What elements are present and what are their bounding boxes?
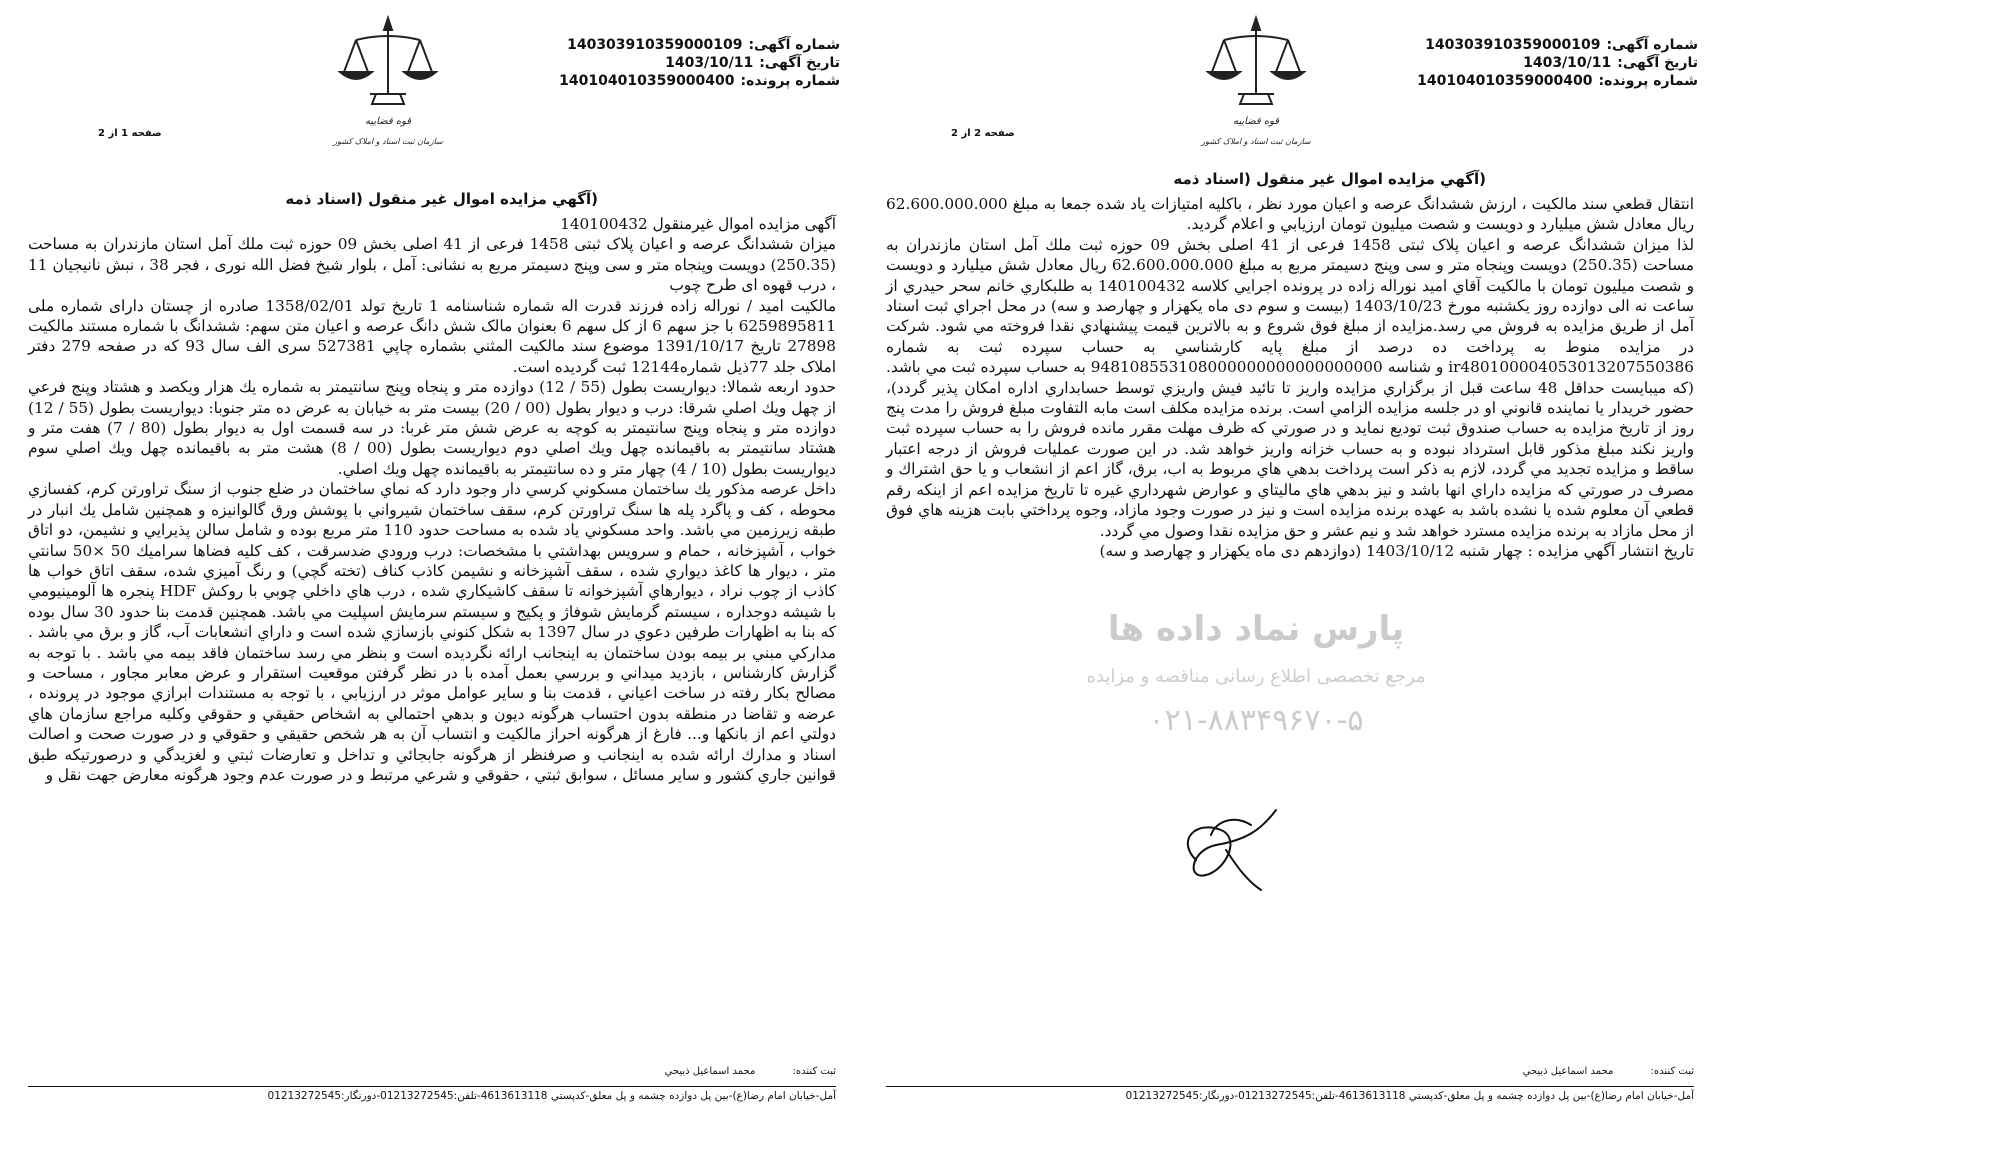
- notice-no-label: شماره آگهی:: [748, 37, 840, 53]
- notice-no: 140303910359000109: [1425, 37, 1601, 53]
- notice-page-2: [876, 0, 1706, 1160]
- notice-meta: [559, 36, 840, 90]
- notice-date-label: تاریخ آگهی:: [759, 55, 840, 71]
- notice-no-label: شماره آگهی:: [1606, 37, 1698, 53]
- notice-date: 1403/10/11: [1523, 55, 1612, 71]
- signer-label: ثبت کننده:: [1650, 1066, 1694, 1077]
- handwritten-signature: [1166, 790, 1296, 900]
- notice-body: [28, 214, 836, 785]
- judiciary-emblem-logo: [328, 6, 448, 156]
- file-no: 140104010359000400: [559, 73, 735, 89]
- footer-divider: [886, 1086, 1694, 1087]
- footer-divider: [28, 1086, 836, 1087]
- svg-text:سازمان ثبت اسناد و املاک کشور: سازمان ثبت اسناد و املاک کشور: [333, 137, 443, 146]
- notice-paragraph: آگهی مزایده اموال غیرمنقول 140100432: [560, 215, 836, 233]
- notice-paragraph: حدود اربعه شمالا: ديواريست بطول (55 / 12) دوازده متر و پنجاه وپنج سانتيمتر به شماره يك هزار ويكصد و هشتاد وپنج فرعي از چهل ويك اصلي شرقا: درب و ديوار بطول (00 / 20) بيست متر به خيابان به عرض ده متر جنوبا: ديواريست بطول (55 / 12) دوازده متر و پنجاه وپنج سانتيمتر به كوچه به عرض شش متر غربا: در سه قسمت اول به ديوار بطول (80 / 7) هفت متر و هشتاد سانتيمتر به باقيمانده چهل ويك اصلي دوم ديواريست بطول (00 / 8) هشت متر به باقيمانده چهل ويك اصلي سوم ديواريست بطول (10 / 4) چهار متر و ده سانتيمتر به باقيمانده چهل ويك اصلي.: [28, 378, 836, 478]
- notice-no: 140303910359000109: [567, 37, 743, 53]
- judiciary-emblem-logo: [1196, 6, 1316, 156]
- page-count: صفحه 1 از 2: [98, 128, 162, 139]
- notice-date: 1403/10/11: [665, 55, 754, 71]
- notice-body: [886, 194, 1694, 561]
- file-no: 140104010359000400: [1417, 73, 1593, 89]
- svg-text:قوه قضاییه: قوه قضاییه: [1232, 116, 1280, 127]
- notice-date-label: تاریخ آگهی:: [1617, 55, 1698, 71]
- page-count: صفحه 2 از 2: [951, 128, 1015, 139]
- signer-name: محمد اسماعيل ذبيحي: [1522, 1066, 1614, 1077]
- signer-label: ثبت کننده:: [792, 1066, 836, 1077]
- signer-line: [665, 1066, 836, 1077]
- pars-namad-watermark-logo: [1016, 590, 1496, 750]
- svg-text:قوه قضاییه: قوه قضاییه: [364, 116, 412, 127]
- svg-text:مرجع تخصصی اطلاع رسانی مناقصه: مرجع تخصصی اطلاع رسانی مناقصه و مزایده: [1086, 666, 1426, 687]
- notice-title: (آگهي مزايده اموال غير منقول (اسناد ذمه: [285, 190, 598, 208]
- notice-meta: [1417, 36, 1698, 90]
- svg-text:سازمان ثبت اسناد و املاک کشور: سازمان ثبت اسناد و املاک کشور: [1201, 137, 1311, 146]
- notice-title: (آگهي مزايده اموال غير منقول (اسناد ذمه: [1173, 170, 1486, 188]
- notice-paragraph: انتقال قطعي سند مالكيت ، ارزش ششدانگ عرصه و اعيان مورد نظر ، باكليه امتيازات ياد شده جمعا به مبلغ 62.600.000.000 ريال معادل شش ميليارد و دويست و شصت ميليون تومان ارزيابي و اعلام گرديد.: [886, 195, 1694, 234]
- svg-text:پارس نماد داده ها: پارس نماد داده ها: [1107, 609, 1405, 649]
- svg-text:۰۲۱-۸۸۳۴۹۶۷۰-۵: ۰۲۱-۸۸۳۴۹۶۷۰-۵: [1148, 703, 1364, 738]
- notice-paragraph: داخل عرصه مذكور يك ساختمان مسكوني كرسي دار وجود دارد كه نماي ساختمان در ضلع جنوب از سنگ تراورتن كرم، كفسازي محوطه ، كف و پاگرد پله ها سنگ تراورتن كرم، سقف ساختمان شيرواني با پوشش ورق گالوانيزه و همچنين شامل يك انبار در طبقه زيرزمين مي باشد. واحد مسكوني ياد شده به مساحت حدود 110 متر مربع بوده و شامل سالن پذيرايي و نشيمن، دو اتاق خواب ، آشپزخانه ، حمام و سرويس بهداشتي با مشخصات: درب ورودي ضدسرقت ، كف كليه فضاها سراميك 50 ×50 سانتي متر ، ديوار ها كاغذ ديواري شده ، سقف آشپزخانه و نشيمن كاذب كناف (تخته گچي) و رنگ آميزي شده، سقف اتاق خواب ها كاذب از چوب نراد ، ديوارهاي آشپزخوانه تا سقف كاشيكاري شده ، درب هاي داخلي چوبي با روكش HDF پنجره ها آلومينيومي با شيشه دوجداره ، سيستم گرمايش شوفاژ و پكيج و سيستم سرمايش اسپليت مي باشد. همچنين قدمت بنا حدود 30 سال بوده كه بنا به اظهارات طرفين دعوي در سال 1397 به شكل كنوني بازسازي شده است و داراي انشعابات آب، گاز و برق مي باشد . مداركي مبني بر بيمه بودن ساختمان به اينجانب ارائه نگرديده است و بنظر مي رسد ساختمان فاقد بيمه مي باشد . با توجه به گزارش كارشناس ، بازديد ميداني و بررسي بعمل آمده با در نظر گرفتن موقعيت استقرار و عرض معابر مجاور ، مساحت و مصالح بكار رفته در ساخت اعياني ، قدمت بنا و ساير عوامل موثر در ارزيابي ، با توجه به مستندات ابرازي موجود در پرونده ، عرضه و تقاضا در منطقه بدون احتساب هرگونه ديون و بدهي احتمالي به اشخاص حقيقي و حقوقي وكليه مراجع سازمان هاي دولتي اعم از بانكها و... فارغ از هرگونه احراز مالكيت و انتساب آن به هر شخص حقيقي و حقوقي و در صورت صحت و اصالت اسناد و مدارك ارائه شده به اينجانب و صرفنظر از هرگونه جابجائي و تداخل و تعارضات ثبتي و لغزيدگي و درصورتيكه طبق قوانين جاري كشور و ساير مسائل ، سوابق ثبتي ، حقوقي و شرعي مرتبط و در صورت عدم وجود هرگونه معارض جهت نقل و: [28, 480, 837, 784]
- notice-paragraph: لذا ميزان ششدانگ عرصه و اعيان پلاک ثبتی 1458 فرعی از 41 اصلی بخش 09 حوزه ثبت ملك آمل استان مازندران به مساحت (250.35) دويست وپنجاه متر و سی وپنج دسيمتر مربع به مبلغ 62.600.000.000 ريال معادل شش ميليارد و دويست و شصت ميليون تومان با مالكيت آقاي اميد نوراله زاده در پرونده اجرايي كلاسه 140100432 به طلبكاري خانم سحر حيدري از ساعت نه الی دوازده روز يكشنبه مورخ 1403/10/23 (بيست و سوم دی ماه يكهزار و چهارصد و سه) در محل اجراي ثبت اسناد آمل از طريق مزايده به فروش مي رسد.مزايده از مبلغ فوق شروع و به بالاترين قيمت پيشنهادي نقدا فروخته مي شود. شركت در مزايده منوط به پرداخت ده درصد از مبلغ پايه كارشناسي به حساب سپرده ثبت به شماره ir480100004053013207550386 و شناسه 948108553108000000000000000000 به حساب سپرده ثبت مي باشد. (كه ميبايست حداقل 48 ساعت قبل از برگزاري مزايده واريز تا تائيد فيش واريزي توسط حسابداري اداره امكان پذير گردد)، حضور خريدار يا نماينده قانوني او در جلسه مزايده الزامي است. برنده مزايده مكلف است مابه التفاوت مبلغ فروش را مدت پنج روز از تاريخ مزايده به حساب صندوق ثبت توديع نمايد و در صورتي كه ظرف مهلت مقرر مانده فروش را به حساب سپرده ثبت واريز نكند مبلغ مذكور قابل استرداد نبوده و به حساب خزانه واريز خواهد شد. در اين صورت عمليات فروش از درجه اعتبار ساقط و مزايده تجديد مي گردد، لازم به ذكر است پرداخت بدهي هاي مربوط به اب، برق، گاز اعم از انشعاب و يا حق اشتراك و مصرف در صورتي كه مزايده داراي انها باشد و نيز بدهي هاي ماليتاي و عوارض شهرداري غيره تا تاريخ مزايده اعم از اينكه رقم قطعي آن معلوم شده يا نشده باشد به عهده برنده مزايده است و نيز در صورت وجود مازاد، وجوه پرداختي بابت هزينه هاي فوق از محل مازاد به برنده مزايده مسترد خواهد شد و نيم عشر و حق مزايده نقدا وصول مي گردد.: [886, 235, 1695, 540]
- signer-name: محمد اسماعيل ذبيحي: [664, 1066, 756, 1077]
- signer-line: [1523, 1066, 1694, 1077]
- notice-paragraph: مالکیت امید / نوراله زاده فرزند قدرت اله شماره شناسنامه 1 تاریخ تولد 1358/02/01 صادره از چستان دارای شماره ملی 6259895811 با جز سهم 6 از کل سهم 6 بعنوان مالک شش دانگ عرصه و اعیان متن سهم: ششدانگ با شماره مستند مالکیت 27898 تاریخ 1391/10/17 موضوع سند مالکیت المثني بشماره چاپي 527381 سری الف سال 93 که در صفحه 279 دفتر املاک جلد 77ذيل شماره12144 ثبت گرديده است.: [28, 296, 837, 376]
- file-no-label: شماره پرونده:: [740, 73, 840, 89]
- office-address: آمل-خيابان امام رضا(ع)-بين پل دوازده چشمه و پل معلق-كدپستي 4613613118-تلفن:01213272545-دورنگار:01213272545: [267, 1090, 836, 1102]
- notice-paragraph: میزان ششدانگ عرصه و اعیان پلاک ثبتی 1458 فرعی از 41 اصلی بخش 09 حوزه ثبت ملك آمل استان مازندران به مساحت (250.35) دویست وپنجاه متر و سی وپنج دسیمتر مربع به نشانی: آمل ، بلوار شیخ فضل الله نوری ، فجر 38 ، نبش نانیجیان 11 ، درب قهوه ای طرح چوب: [28, 235, 836, 295]
- office-address: آمل-خيابان امام رضا(ع)-بين پل دوازده چشمه و پل معلق-كدپستي 4613613118-تلفن:01213272545-دورنگار:01213272545: [1125, 1090, 1694, 1102]
- file-no-label: شماره پرونده:: [1598, 73, 1698, 89]
- notice-page-1: [18, 0, 848, 1160]
- notice-paragraph: تاريخ انتشار آگهي مزايده : چهار شنبه 1403/10/12 (دوازدهم دی ماه يكهزار و چهارصد و سه): [1099, 541, 1694, 560]
